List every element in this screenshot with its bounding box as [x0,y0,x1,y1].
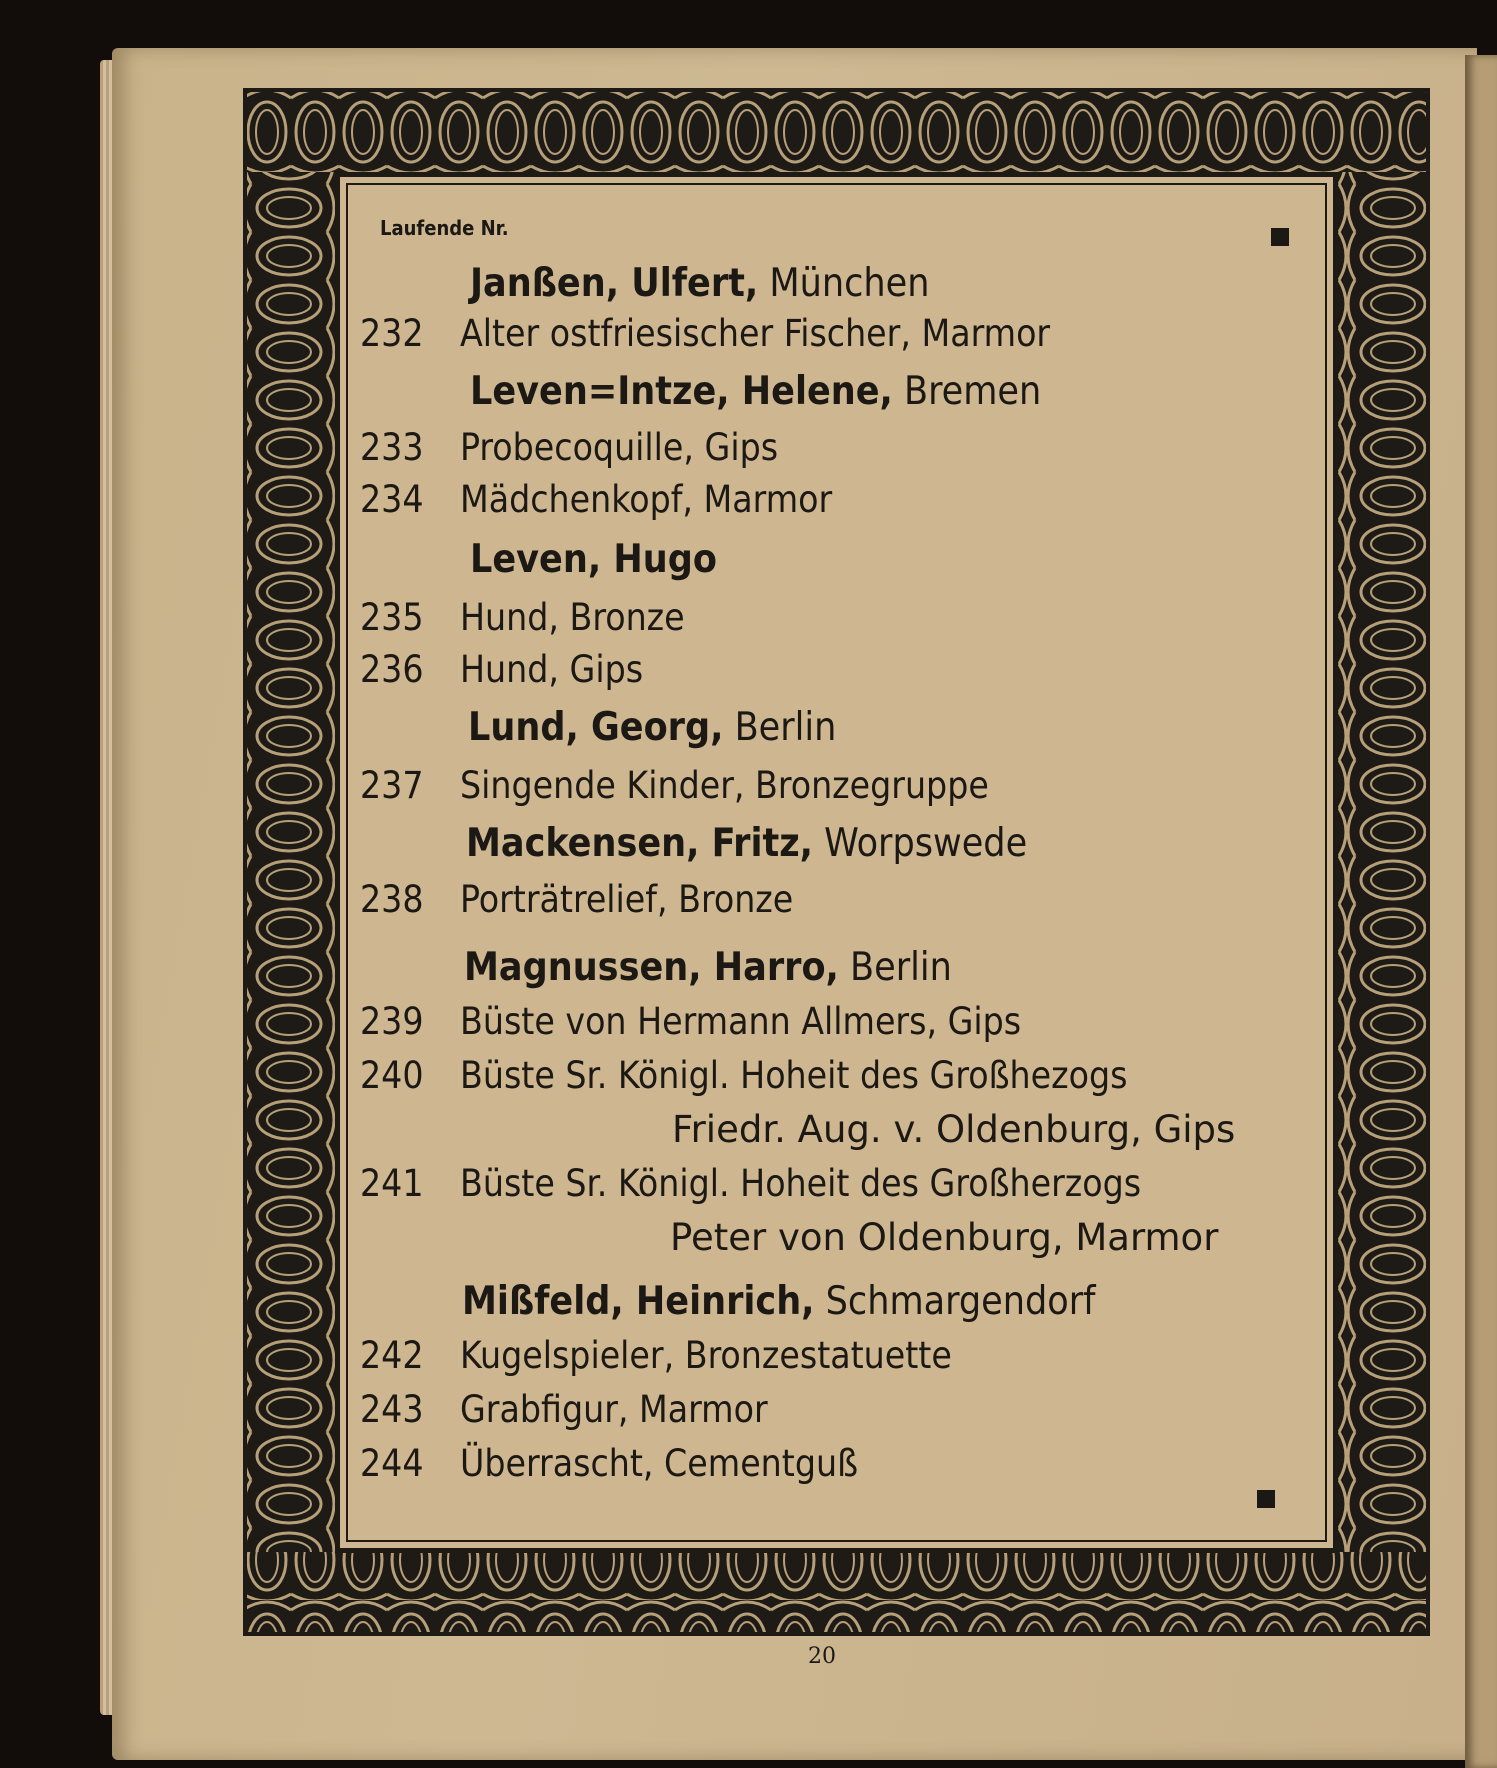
column-label: Laufende Nr. [380,216,509,240]
artist-heading: Mißfeld, Heinrich, Schmargendorf [462,1279,1096,1324]
artist-heading: Leven=Intze, Helene, Bremen [470,369,1042,414]
work-entry: 240 Büste Sr. Königl. Hoheit des Großhezogs [360,1054,1128,1097]
work-entry-continuation: Friedr. Aug. v. Oldenburg, Gips [672,1108,1236,1151]
work-entry: 235 Hund, Bronze [360,596,685,639]
artist-heading: Mackensen, Fritz, Worpswede [466,821,1028,866]
work-entry: 244 Überrascht, Cementguß [360,1442,859,1485]
artist-heading: Lund, Georg, Berlin [468,705,837,750]
work-entry: 243 Grabfigur, Marmor [360,1388,768,1431]
work-entry: 241 Büste Sr. Königl. Hoheit des Großherzogs [360,1162,1142,1205]
artist-heading: Magnussen, Harro, Berlin [464,945,952,990]
work-entry: 239 Büste von Hermann Allmers, Gips [360,1000,1022,1043]
work-entry: 234 Mädchenkopf, Marmor [360,478,833,521]
work-entry: 233 Probecoquille, Gips [360,426,779,469]
work-entry: 242 Kugelspieler, Bronzestatuette [360,1334,952,1377]
work-entry: 238 Porträtrelief, Bronze [360,878,794,921]
work-entry: 236 Hund, Gips [360,648,644,691]
artist-heading: Leven, Hugo [470,537,717,582]
corner-square-top [1271,228,1289,246]
artist-heading: Janßen, Ulfert, München [470,261,930,306]
work-entry-continuation: Peter von Oldenburg, Marmor [670,1216,1219,1259]
corner-square-bottom [1257,1490,1275,1508]
facing-page-edge [1465,55,1497,1768]
work-entry: 232 Alter ostfriesischer Fischer, Marmor [360,312,1051,355]
page-number: 20 [808,1644,836,1669]
work-entry: 237 Singende Kinder, Bronzegruppe [360,764,989,807]
